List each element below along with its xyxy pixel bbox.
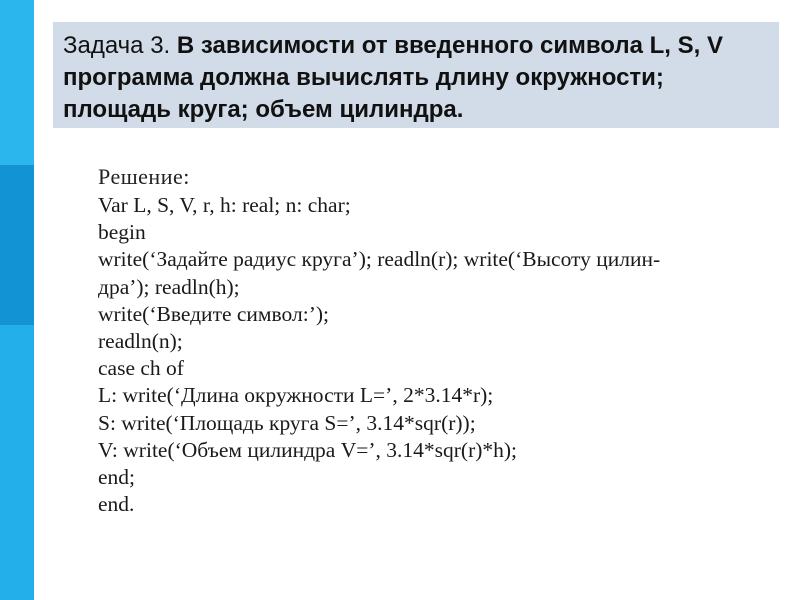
code-listing xyxy=(98,192,778,518)
code-line: case ch of xyxy=(98,356,184,381)
code-line: S: write(‘Площадь круга S=’, 3.14*sqr(r)); xyxy=(98,410,476,435)
code-line: end. xyxy=(98,492,135,517)
accent-bar-segment xyxy=(0,165,34,325)
code-line: begin xyxy=(98,220,146,245)
left-accent-bar xyxy=(0,0,34,600)
code-cut-fragment xyxy=(98,164,198,189)
code-line: L: write(‘Длина окружности L=’, 2*3.14*r); xyxy=(98,383,494,408)
code-line: write(‘Введите символ:’); xyxy=(98,301,329,326)
task-text: В зависимости от введенного символа L, S, V программа должна вычислять длину окружности; площадь круга; объем цилиндра. xyxy=(63,32,723,123)
accent-bar-segment xyxy=(0,0,34,165)
task-statement xyxy=(63,30,769,126)
code-line: Var L, S, V, r, h: real; n: char; xyxy=(98,193,351,217)
code-line: end; xyxy=(98,464,136,489)
code-line: V: write(‘Объем цилиндра V=’, 3.14*sqr(r)*h); xyxy=(98,437,518,462)
accent-bar-segment xyxy=(0,325,34,600)
code-cut-text: Решение: xyxy=(98,164,190,189)
code-line: write(‘Задайте радиус круга’); readln(r); write(‘Высоту цилин- xyxy=(98,247,661,272)
task-box xyxy=(53,22,779,128)
task-label: Задача 3. xyxy=(63,32,171,59)
code-line: дра’); readln(h); xyxy=(98,274,240,299)
code-line: readln(n); xyxy=(98,328,183,353)
